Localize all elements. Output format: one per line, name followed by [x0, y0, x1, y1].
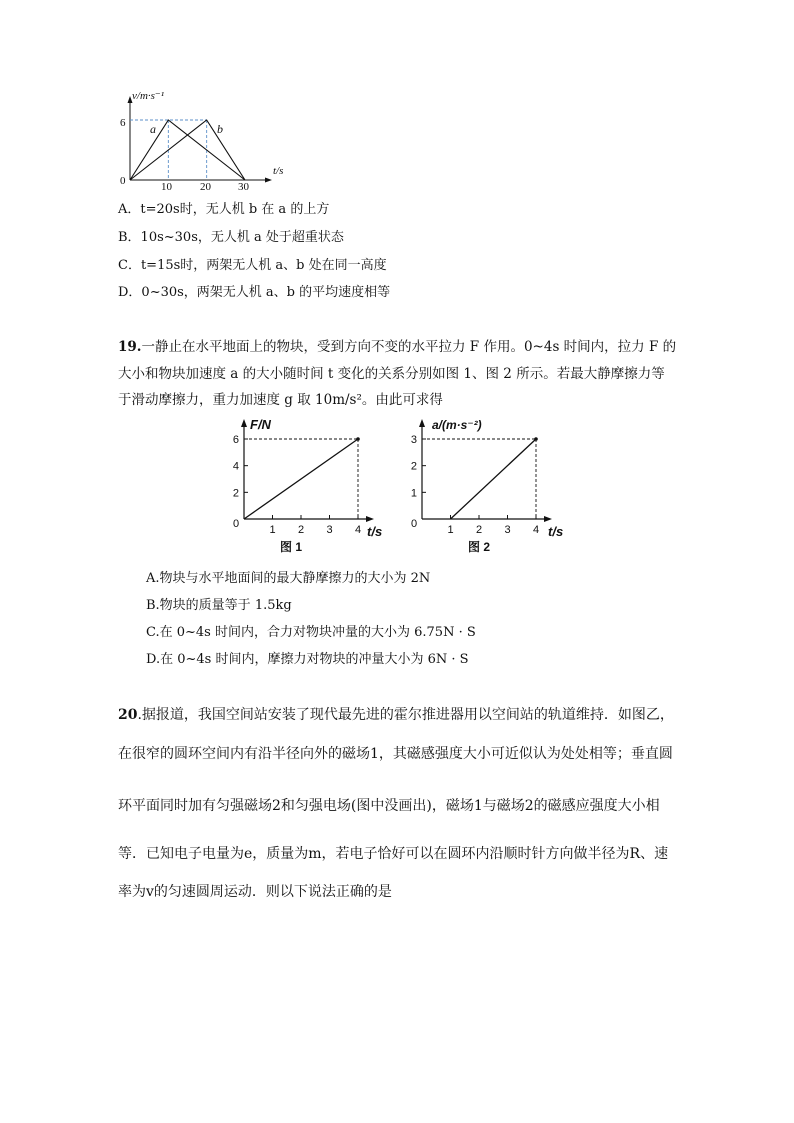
q19-line-2: 大小和物块加速度 a 的大小随时间 t 变化的关系分别如图 1、图 2 所示。若最大静摩擦力等 — [118, 366, 665, 382]
fig2-x-tick-label: 3 — [504, 524, 511, 536]
fig2-y-tick-label: 1 — [410, 487, 417, 500]
q19-text-1: 一静止在水平地面上的物块，受到方向不变的水平拉力 F 作用。0~4s 时间内，拉力 F 的 — [141, 339, 677, 355]
vt-x-tick-20: 20 — [200, 181, 211, 190]
q20-line-3: 环平面同时加有匀强磁场2和匀强电场(图中没画出)，磁场1与磁场2的磁感应强度大小相 — [118, 798, 660, 814]
q20-number: 20 — [118, 707, 138, 723]
fig1-x-tick-label: 1 — [269, 524, 276, 536]
vt-series-line-b — [130, 120, 245, 180]
q19-option-a: A.物块与水平地面间的最大静摩擦力的大小为 2N — [146, 571, 431, 586]
fig2-acceleration-line — [451, 439, 537, 519]
fig1-x-tick-label: 4 — [354, 524, 362, 536]
vt-graph — [110, 90, 310, 190]
fig2-tick-marks — [422, 439, 536, 519]
q18-option-b: B．10s~30s，无人机 a 处于超重状态 — [118, 230, 344, 245]
vt-x-tick-30: 30 — [238, 181, 249, 190]
fig1-caption: 图 1 — [280, 540, 303, 554]
q20-line-4: 等．已知电子电量为e，质量为m，若电子恰好可以在圆环内沿顺时针方向做半径为R、速 — [118, 846, 669, 862]
vt-y-tick-6: 6 — [120, 117, 126, 129]
fig2-x-tick-label: 1 — [447, 524, 454, 536]
fig2-x-arrow — [544, 516, 552, 522]
fig2-graph — [400, 413, 575, 558]
fig2-y-tick-label: 3 — [410, 434, 417, 446]
fig1-x-arrow — [366, 516, 374, 522]
fig2-origin-label: 0 — [411, 518, 418, 530]
fig1-end-point — [356, 437, 360, 441]
vt-x-tick-10: 10 — [161, 181, 172, 190]
fig2-x-tick-label: 2 — [475, 524, 483, 536]
vt-x-arrow — [265, 178, 272, 183]
vt-origin-label: 0 — [120, 175, 126, 187]
fig2-y-arrow — [419, 419, 425, 427]
vt-series-line-a — [130, 120, 245, 180]
vt-x-axis-label: t/s — [273, 165, 284, 177]
fig1-y-tick-label: 6 — [232, 434, 239, 446]
q19-option-c: C.在 0~4s 时间内，合力对物块冲量的大小为 6.75N · S — [146, 625, 476, 640]
vt-y-axis-label: v/m·s⁻¹ — [132, 90, 165, 102]
fig2-y-label: a/(m·s⁻²) — [432, 418, 482, 432]
vt-line-a-label: a — [150, 122, 156, 136]
fig2-caption: 图 2 — [468, 540, 491, 554]
q19-line-1 — [118, 335, 676, 355]
q19-line-3: 于滑动摩擦力，重力加速度 g 取 10m/s²。由此可求得 — [118, 392, 443, 408]
fig1-force-line — [244, 439, 358, 519]
fig1-x-tick-label: 2 — [297, 524, 305, 536]
q18-option-d: D．0~30s，两架无人机 a、b 的平均速度相等 — [118, 285, 391, 300]
q20-line-5: 率为v的匀速圆周运动．则以下说法正确的是 — [118, 884, 392, 900]
q19-option-d: D.在 0~4s 时间内，摩擦力对物块的冲量大小为 6N · S — [146, 652, 469, 667]
q20-text-1: .据报道，我国空间站安装了现代最先进的霍尔推进器用以空间站的轨道维持．如图乙， — [137, 707, 674, 723]
q18-option-c: C．t=15s时，两架无人机 a、b 处在同一高度 — [118, 258, 387, 273]
q19-option-b: B.物块的质量等于 1.5kg — [146, 598, 292, 613]
fig1-x-label: t/s — [367, 524, 383, 539]
q20-line-2: 在很窄的圆环空间内有沿半径向外的磁场1，其磁感强度大小可近似认为处处相等；垂直圆 — [118, 746, 673, 762]
fig2-x-label: t/s — [548, 524, 564, 539]
fig1-y-tick-label: 2 — [232, 487, 239, 500]
fig2-y-tick-label: 2 — [410, 460, 417, 473]
fig1-graph — [222, 413, 392, 558]
vt-line-b-label: b — [217, 122, 223, 136]
fig1-y-arrow — [241, 419, 247, 427]
fig1-y-label: F/N — [250, 417, 271, 432]
fig2-x-tick-label: 4 — [532, 524, 540, 536]
fig1-origin-label: 0 — [233, 518, 240, 530]
fig1-y-tick-label: 4 — [232, 460, 239, 473]
q18-option-a: A．t=20s时，无人机 b 在 a 的上方 — [118, 202, 330, 217]
q20-line-1 — [118, 704, 674, 724]
q19-number: 19. — [118, 339, 142, 355]
fig2-end-point — [534, 437, 538, 441]
fig1-x-tick-label: 3 — [326, 524, 333, 536]
